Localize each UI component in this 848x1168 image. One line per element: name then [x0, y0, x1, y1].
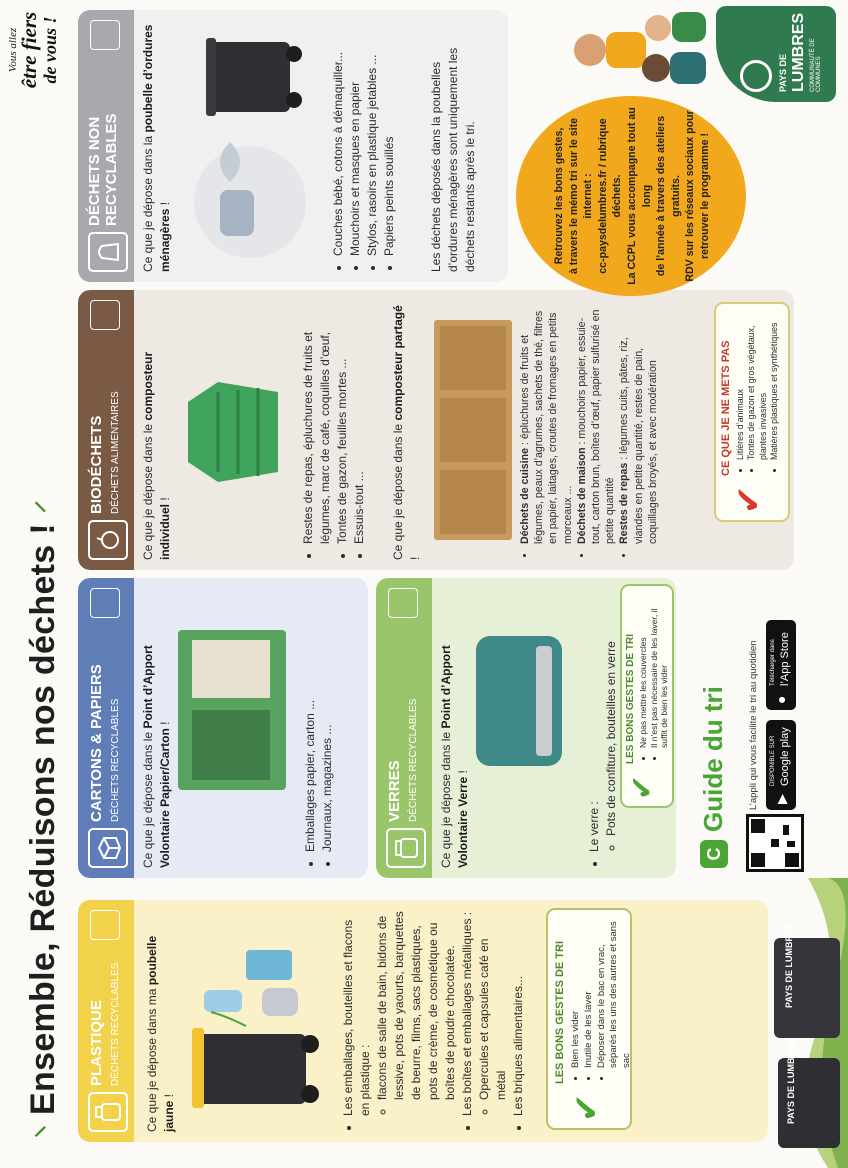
biodechets-item: • Tontes de gazon, feuilles mortes ... [334, 298, 351, 544]
verres-item-text: Le verre : [587, 801, 601, 852]
play-icon: ▶ [774, 794, 789, 804]
nonrecyclables-item: • Stylos, rasoirs en plastique jetables ... [364, 16, 381, 256]
cartons-photo-panel [192, 710, 270, 780]
logo-line-1: PAYS DE [778, 53, 788, 92]
checkmark-icon: ✔ [626, 774, 659, 800]
biodechets-intro-2 [390, 300, 424, 560]
verres-intro-bold: Point d’Apport Volontaire Verre [439, 645, 471, 868]
verres-title: VERRES [386, 760, 403, 822]
slogan-line-2: être fiers [17, 11, 42, 89]
guide-app-text: L’appli qui vous facilite le tri au quotidien [748, 640, 759, 810]
verres-intro-pre: Ce que je dépose dans le [439, 731, 453, 868]
plastique-intro-post: ! [162, 1093, 177, 1101]
biodechets-subtitle: DÉCHETS ALIMENTAIRES [110, 391, 121, 514]
plastique-item [459, 908, 510, 1116]
verres-band [376, 578, 432, 878]
cuisine-text: : épluchures de fruits et légumes, peaux d’agrumes, sachets de thé, filtres en papier, laitages, croutes de fromages en petits morceaux ... [519, 310, 574, 544]
nonrecyclables-band [78, 10, 134, 282]
apple-core-icon [88, 520, 128, 560]
qr-code-icon[interactable] [746, 814, 804, 872]
slogan [8, 4, 59, 96]
verres-subtitle: DÉCHETS RECYCLABLES [408, 698, 419, 822]
people-illustration [560, 2, 710, 98]
checkmark-icon: ✔ [568, 1093, 606, 1122]
verres-item [586, 588, 620, 852]
plastique-intro-bold: poubelle jaune [145, 935, 177, 1132]
verres-intro-post: ! [456, 770, 471, 777]
repas-text: : légumes cuits, pâtes, riz, viandes en petite quantité, restes de pain, coquillages broyés, et avec modération [618, 337, 659, 544]
plastique-subitem-text: Opercules et capsules café en métal [477, 938, 509, 1100]
bubble-line: La CCPL vous accompagne tout au long [626, 107, 653, 285]
biodechets-not-item: • Tontes de gazon et gros végétaux, plantes invasives [746, 308, 769, 460]
biodechets-panel [78, 290, 794, 570]
biodechets-not-list [735, 308, 781, 476]
verres-tips-title: LES BONS GESTES DE TRI [625, 633, 636, 764]
verres-panel [376, 578, 676, 878]
biodechets-item: • Restes de repas, épluchures de fruits et légumes, marc de café, coquilles d’œuf, [300, 298, 334, 544]
nonrecyclables-item: • Papiers peints souillés [381, 16, 398, 256]
cartons-subtitle: DÉCHETS RECYCLABLES [110, 698, 121, 822]
biodechets-not-item: • Matières plastiques et synthétiques [769, 308, 780, 460]
page-title-text: Ensemble, Réduisons nos déchets ! [24, 523, 62, 1115]
box-icon [88, 828, 128, 868]
plastique-subtitle: DÉCHETS RECYCLABLES [110, 962, 121, 1086]
biodechets-item: • Essuis-tout ... [351, 298, 368, 544]
plastique-band [78, 900, 134, 1142]
cartons-photo [178, 630, 286, 790]
nonrecyclables-item: • Couches bébé, cotons à démaquiller... [330, 16, 347, 256]
composteur-bac [440, 470, 506, 534]
plastique-illustration [186, 922, 326, 1112]
cartons-item: • Journaux, magazines ... [319, 588, 336, 852]
biodechets-compost-icon [90, 300, 120, 330]
info-bubble-text [552, 106, 713, 286]
bubble-line: cc-paysdelumbres.fr / rubrique déchets. [596, 118, 624, 274]
spark-left-icon: ⸌ [30, 1124, 60, 1138]
nonrecyclables-footer: Les déchets déposés dans la poubelles d’ordures ménagères sont uniquement les déchets restants après le tri. [429, 47, 478, 272]
app-store-button[interactable] [766, 620, 796, 710]
spark-right-icon: ⸍ [30, 500, 60, 514]
composteur-bac [440, 398, 506, 462]
jar-icon [386, 828, 426, 868]
biodechets-band [78, 290, 134, 570]
bubble-line: retrouver le programme ! [699, 133, 712, 259]
nonrecyclables-intro-pre: Ce que je dépose dans la [141, 135, 155, 272]
guide-section [690, 578, 830, 878]
composteur-individuel-image [178, 372, 288, 492]
biodechets-list-1 [300, 298, 368, 560]
plastique-item-text: Les briques alimentaires... [511, 975, 526, 1116]
verres-tips-box [620, 584, 674, 808]
bottle-icon [88, 1092, 128, 1132]
biodechets-intro1-post: ! [158, 497, 173, 504]
bubble-line: RDV sur les réseaux sociaux pour [684, 110, 697, 282]
cartons-list [302, 588, 336, 868]
biodechets-detail [617, 298, 660, 544]
plastique-list [340, 908, 527, 1132]
verres-tip: • Il n’est pas nécessaire de les laver, il suffit de bien les vider [649, 590, 670, 748]
cartons-band [78, 578, 134, 878]
verres-tips-list [638, 590, 670, 764]
cartons-photo-sign [192, 640, 270, 698]
guide-logo-icon: C [700, 840, 728, 868]
composteur-partage-image [434, 320, 512, 540]
biodechets-not-item: • Litières d’animaux [735, 308, 746, 460]
cartons-title: CARTONS & PAPIERS [88, 664, 105, 822]
sun-logo-icon [740, 60, 772, 92]
plastique-item [510, 908, 527, 1116]
nonrecyclables-intro-bold: poubelle d’ordures ménagères [141, 24, 173, 272]
checkmark-red-icon: ✔ [730, 485, 768, 514]
bubble-line: de l’année à travers des ateliers gratuits. [655, 115, 682, 277]
plastique-tips-list [570, 914, 634, 1084]
maison-text: : mouchoirs papier, essuie-tout, carton brun, boîtes d’œuf, papier sulfurisé en petite quantité [575, 309, 617, 544]
nonrecyclables-bin-icon [90, 20, 120, 50]
app-store-small: Télécharger dans [770, 639, 776, 686]
biodechets-intro1-pre: Ce que je dépose dans le [141, 423, 155, 560]
nonrecyclables-panel [78, 10, 508, 282]
plastique-tips-title: LES BONS GESTES DE TRI [554, 940, 566, 1084]
trash-bag-icon [88, 232, 128, 272]
biodechets-intro-1 [140, 300, 174, 560]
plastique-bottle-icon [90, 910, 120, 940]
bubble-line: à travers le mémo tri sur le site internet : [567, 117, 595, 275]
biodechets-title: BIODÉCHETS [88, 415, 105, 514]
biodechets-list-2 [518, 298, 660, 560]
plastique-subitem-text: flacons de salle de bain, bidons de lessive, pots de yaourts, barquettes de beurre, films, sacs plastiques, pots de crème, de cosmétique ou boîtes de poudre chocolatée. [375, 911, 458, 1100]
header [2, 0, 80, 1168]
verres-container-icon [388, 588, 418, 618]
cartons-intro-bold: Point d’Apport Volontaire Papier/Carton [141, 645, 173, 868]
biodechets-detail [575, 298, 618, 544]
pays-de-lumbres-logo [716, 6, 836, 102]
composteur-bac [440, 326, 506, 390]
maison-label: Déchets de maison [575, 447, 588, 544]
plastique-intro-pre: Ce que je dépose dans ma [145, 988, 159, 1132]
plastique-item-text: Les boîtes et emballages métalliques : [460, 911, 475, 1116]
nonrecyclables-illustration [180, 26, 320, 262]
cartons-panel [78, 578, 368, 878]
cuisine-label: Déchets de cuisine [519, 448, 531, 544]
bin-label: PAYS DE LUMBRES [786, 1038, 796, 1124]
verres-subitem: ◦ Pots de confiture, bouteilles en verre [603, 588, 620, 836]
biodechets-not-box [714, 302, 790, 522]
plastique-subitem [476, 908, 510, 1100]
verres-tip: • Ne pas mettre les couvercles [638, 590, 649, 748]
verres-photo-base [536, 646, 552, 756]
cartons-item: • Emballages papier, carton ... [302, 588, 319, 852]
nonrecyclables-title: DÉCHETS NON RECYCLABLES [86, 113, 121, 226]
plastique-intro [144, 910, 178, 1132]
cartons-container-icon [90, 588, 120, 618]
slogan-line-3: de vous ! [39, 16, 60, 84]
nonrecyclables-list [330, 16, 398, 272]
plastique-title: PLASTIQUE [88, 1000, 105, 1086]
app-store-big: l’App Store [779, 632, 791, 686]
verres-list [586, 588, 620, 868]
biodechets-not-title: CE QUE JE NE METS PAS [720, 340, 732, 476]
slogan-line-1: Vous allez [7, 27, 19, 73]
plastique-tip: • Bien les vider [570, 914, 583, 1068]
nonrecyclables-intro [140, 18, 174, 272]
plastique-item-text: Les emballages, bouteilles et flacons en plastique : [341, 919, 373, 1116]
apple-icon: ● [773, 695, 789, 704]
biodechets-intro2-bold: composteur partagé [391, 305, 405, 421]
verres-intro [438, 588, 472, 868]
plastique-tip: • Inutile de les laver [583, 914, 596, 1068]
plastique-tips-box [546, 908, 632, 1130]
google-play-small: DISPONIBLE SUR [770, 735, 776, 786]
google-play-button[interactable] [766, 720, 796, 810]
bin-label: PAYS DE LUMBRES [784, 922, 794, 1008]
bubble-line: Retrouvez les bons gestes, [553, 127, 565, 265]
plastique-tip: • Déposer dans le bac en vrac, séparés les uns des autres et sans sac [596, 914, 634, 1068]
page-title [24, 500, 63, 1138]
plastique-subitem [374, 908, 459, 1100]
cartons-intro-post: ! [158, 721, 173, 729]
cartons-intro-pre: Ce que je dépose dans le [141, 731, 155, 868]
logo-line-2: LUMBRES [790, 12, 807, 92]
nonrecyclables-intro-post: ! [158, 201, 173, 209]
biodechets-intro1-bold: composteur individuel [141, 351, 173, 560]
logo-line-3: COMMUNAUTÉ DE COMMUNES [810, 38, 822, 92]
cartons-intro [140, 588, 174, 868]
biodechets-detail [518, 298, 575, 544]
repas-label: Restes de repas [618, 462, 631, 544]
guide-title: Guide du tri [698, 686, 728, 832]
plastique-panel [78, 900, 768, 1142]
nonrecyclables-item: • Mouchoirs et masques en papier [347, 16, 364, 256]
google-play-big: Google play [779, 727, 791, 786]
plastique-item [340, 908, 459, 1116]
biodechets-intro2-post: ! [408, 556, 423, 560]
bins-scene [768, 878, 848, 1168]
verres-photo [476, 636, 562, 766]
biodechets-intro2-pre: Ce que je dépose dans le [391, 423, 405, 560]
info-bubble [516, 96, 746, 296]
